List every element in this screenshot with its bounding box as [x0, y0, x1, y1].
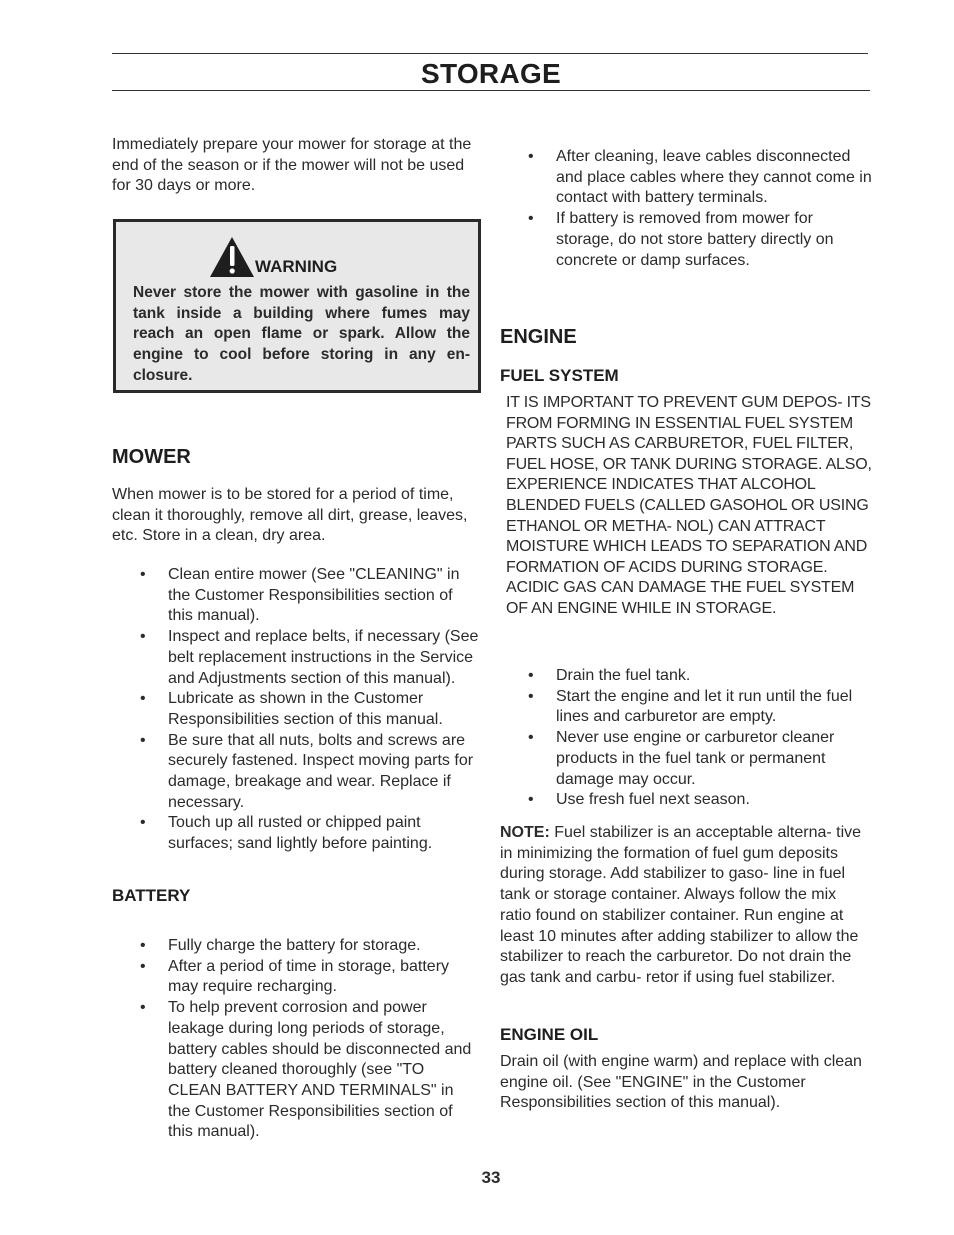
- list-item: • Use fresh fuel next season.: [500, 790, 872, 811]
- warning-label: WARNING: [255, 257, 338, 276]
- list-item: • Touch up all rusted or chipped paint surfaces; sand lightly before painting.: [112, 813, 480, 854]
- list-item: • Fully charge the battery for storage.: [112, 936, 480, 957]
- engine-oil-heading: ENGINE OIL: [500, 1025, 599, 1044]
- mower-list: [112, 565, 480, 855]
- list-item: • Never use engine or carburetor cleaner products in the fuel tank or permanent damage may occur.: [500, 728, 872, 790]
- warning-box: [113, 219, 481, 393]
- fuel-system-list: [500, 666, 872, 811]
- list-item: • After cleaning, leave cables disconnected and place cables where they cannot come in contact with battery terminals.: [500, 147, 872, 209]
- header-rule-top: [112, 53, 868, 54]
- battery-list: [112, 936, 480, 1143]
- warning-text: Never store the mower with gasoline in the tank inside a building where fumes may reach an open flame or spark. Allow the engine to cool before storing in any en- closure.: [133, 284, 470, 384]
- note-label: NOTE:: [500, 824, 550, 841]
- engine-heading: ENGINE: [500, 326, 577, 348]
- warning-triangle-icon: [209, 235, 255, 279]
- fuel-system-caution: IT IS IMPORTANT TO PREVENT GUM DEPOS- ITS FROM FORMING IN ESSENTIAL FUEL SYSTEM PARTS SUCH AS CARBURETOR, FUEL FILTER, FUEL HOSE, OR TANK DURING STORAGE. ALSO, EXPERIENCE INDICATES THAT ALCOHOL BLENDED FUELS (CALLED GASOHOL OR USING ETHANOL OR METHA- NOL) CAN ATTRACT MOISTURE WHICH LEADS TO SEPARATION AND FORMATION OF ACIDS DURING STORAGE. ACIDIC GAS CAN DAMAGE THE FUEL SYSTEM OF AN ENGINE WHILE IN STORAGE.: [506, 394, 872, 617]
- list-item: • Inspect and replace belts, if necessary (See belt replacement instructions in the Service and Adjustments section of this manual).: [112, 627, 480, 689]
- list-item: • After a period of time in storage, battery may require recharging.: [112, 957, 480, 998]
- list-item: • Drain the fuel tank.: [500, 666, 872, 687]
- fuel-stabilizer-note: [500, 823, 866, 989]
- header-rule-bottom: [112, 90, 870, 91]
- mower-intro: When mower is to be stored for a period of time, clean it thoroughly, remove all dirt, grease, leaves, etc. Store in a clean, dry area.: [112, 486, 468, 545]
- battery-heading: BATTERY: [112, 886, 191, 905]
- list-item: • Start the engine and let it run until the fuel lines and carburetor are empty.: [500, 687, 872, 728]
- fuel-system-heading: FUEL SYSTEM: [500, 366, 619, 385]
- page-number: 33: [481, 1168, 501, 1187]
- list-item: • Clean entire mower (See "CLEANING" in the Customer Responsibilities section of this manual).: [112, 565, 480, 627]
- list-item: • Lubricate as shown in the Customer Responsibilities section of this manual.: [112, 689, 480, 730]
- mower-heading: MOWER: [112, 446, 191, 468]
- intro-paragraph: Immediately prepare your mower for storage at the end of the season or if the mower will not be used for 30 days or more.: [112, 136, 472, 195]
- page-title: STORAGE: [420, 58, 562, 89]
- list-item: • To help prevent corrosion and power leakage during long periods of storage, battery cables should be disconnected and battery cleaned thoroughly (see "TO CLEAN BATTERY AND TERMINALS" in the Customer Responsibilities section of this manual).: [112, 998, 480, 1143]
- list-item: • If battery is removed from mower for storage, do not store battery directly on concrete or damp surfaces.: [500, 209, 872, 271]
- engine-oil-text: Drain oil (with engine warm) and replace with clean engine oil. (See "ENGINE" in the Customer Responsibilities section of this manual).: [500, 1053, 862, 1112]
- note-text: Fuel stabilizer is an acceptable alterna- tive in minimizing the formation of fuel gum deposits during storage. Add stabilizer to gaso- line in fuel tank or storage container. Always follow the mix ratio found on stabilizer container. Run engine at least 10 minutes after adding stabilizer to allow the stabilizer to reach the carburetor. Do not drain the gas tank and carbu- retor if using fuel stabilizer.: [500, 824, 862, 986]
- list-item: • Be sure that all nuts, bolts and screws are securely fastened. Inspect moving parts for damage, breakage and wear. Replace if necessary.: [112, 731, 480, 814]
- battery-list-continued: [500, 147, 872, 271]
